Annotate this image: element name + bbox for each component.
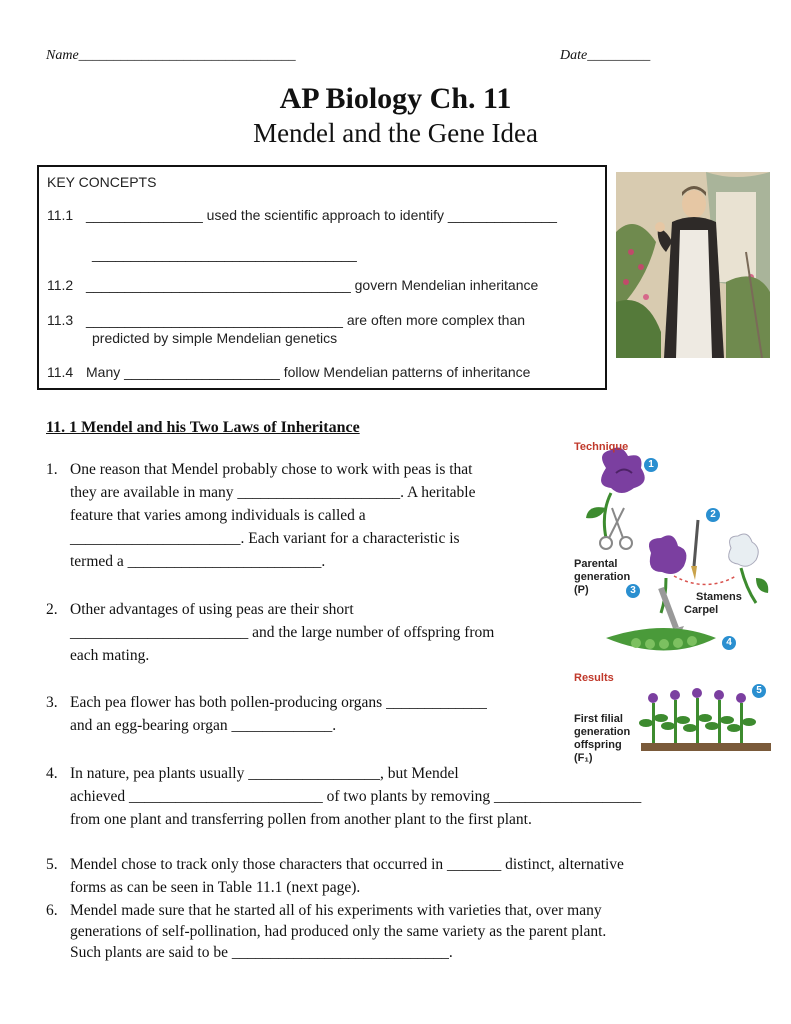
parental-label-line: generation xyxy=(574,571,631,583)
technique-figure xyxy=(566,438,772,768)
section-heading: 11. 1 Mendel and his Two Laws of Inheritance xyxy=(46,419,360,436)
question-2-line[interactable]: _______________________ and the large number of offspring from xyxy=(70,624,495,641)
mendel-portrait-image xyxy=(616,172,770,358)
kc-11-3-line1[interactable]: _________________________________ are often more complex than xyxy=(86,312,526,328)
technique-label: Technique xyxy=(574,441,629,453)
question-1-line[interactable]: termed a _________________________. xyxy=(70,553,326,570)
stamens-label: Stamens xyxy=(696,591,742,603)
question-1-line: One reason that Mendel probably chose to work with peas is that xyxy=(70,461,473,478)
kc-11-3-num: 11.3 xyxy=(47,312,74,328)
question-2-line: each mating. xyxy=(70,647,150,664)
question-2-line: Other advantages of using peas are their short xyxy=(70,601,354,618)
step-1-badge: 1 xyxy=(644,458,658,472)
filial-label-line: generation xyxy=(574,726,631,738)
question-4-line[interactable]: achieved _________________________ of two plants by removing ___________________ xyxy=(70,788,642,805)
name-field[interactable]: Name_______________________________ xyxy=(46,48,296,63)
question-3-line[interactable]: and an egg-bearing organ _____________. xyxy=(70,717,337,734)
question-2-number: 2. xyxy=(46,601,58,618)
parental-generation-label xyxy=(574,558,630,597)
key-concepts-heading: KEY CONCEPTS xyxy=(47,174,157,190)
date-field[interactable]: Date_________ xyxy=(560,48,651,63)
question-3-number: 3. xyxy=(46,694,58,711)
kc-11-4-line1[interactable]: Many ____________________ follow Mendelian patterns of inheritance xyxy=(86,364,531,380)
kc-11-2-num: 11.2 xyxy=(47,277,74,293)
kc-11-1-num: 11.1 xyxy=(47,207,74,223)
question-1-line[interactable]: they are available in many _____________________. A heritable xyxy=(70,484,476,501)
question-4-line[interactable]: In nature, pea plants usually _________________, but Mendel xyxy=(70,765,459,782)
question-1-number: 1. xyxy=(46,461,58,478)
question-3-line[interactable]: Each pea flower has both pollen-producing organs _____________ xyxy=(70,694,487,711)
kc-11-1-line1[interactable]: _______________ used the scientific approach to identify ______________ xyxy=(86,207,557,223)
question-4-line: from one plant and transferring pollen from another plant to the first plant. xyxy=(70,811,532,828)
kc-11-3-line2: predicted by simple Mendelian genetics xyxy=(92,330,338,346)
question-1-line[interactable]: ______________________. Each variant for a characteristic is xyxy=(70,530,460,547)
filial-label-line: (F₁) xyxy=(574,752,593,764)
question-6-line[interactable]: Such plants are said to be ____________________________. xyxy=(70,944,453,961)
question-4-number: 4. xyxy=(46,765,58,782)
parental-label-line: (P) xyxy=(574,584,589,596)
question-6-line: Mendel made sure that he started all of his experiments with varieties that, over many xyxy=(70,902,602,919)
question-5-number: 5. xyxy=(46,856,58,873)
step-3-badge: 3 xyxy=(626,584,640,598)
page-title: AP Biology Ch. 11 xyxy=(279,82,512,115)
question-6-number: 6. xyxy=(46,902,58,919)
filial-label-line: offspring xyxy=(574,739,622,751)
kc-11-4-num: 11.4 xyxy=(47,364,74,380)
kc-11-2-line1[interactable]: __________________________________ govern Mendelian inheritance xyxy=(86,277,539,293)
parental-label-line: Parental xyxy=(574,558,618,570)
first-filial-generation-label xyxy=(574,713,630,765)
step-5-badge: 5 xyxy=(752,684,766,698)
results-label: Results xyxy=(574,672,614,684)
question-5-line[interactable]: Mendel chose to track only those characters that occurred in _______ distinct, alternative xyxy=(70,856,624,873)
question-6-line: generations of self-pollination, had produced only the same variety as the parent plant. xyxy=(70,923,607,940)
kc-11-1-line2[interactable]: __________________________________ xyxy=(92,246,357,262)
page-subtitle: Mendel and the Gene Idea xyxy=(253,118,538,148)
step-2-badge: 2 xyxy=(706,508,720,522)
question-5-line: forms as can be seen in Table 11.1 (next page). xyxy=(70,879,361,896)
question-1-line: feature that varies among individuals is called a xyxy=(70,507,366,524)
step-4-badge: 4 xyxy=(722,636,736,650)
carpel-label: Carpel xyxy=(684,604,719,616)
filial-label-line: First filial xyxy=(574,713,623,725)
